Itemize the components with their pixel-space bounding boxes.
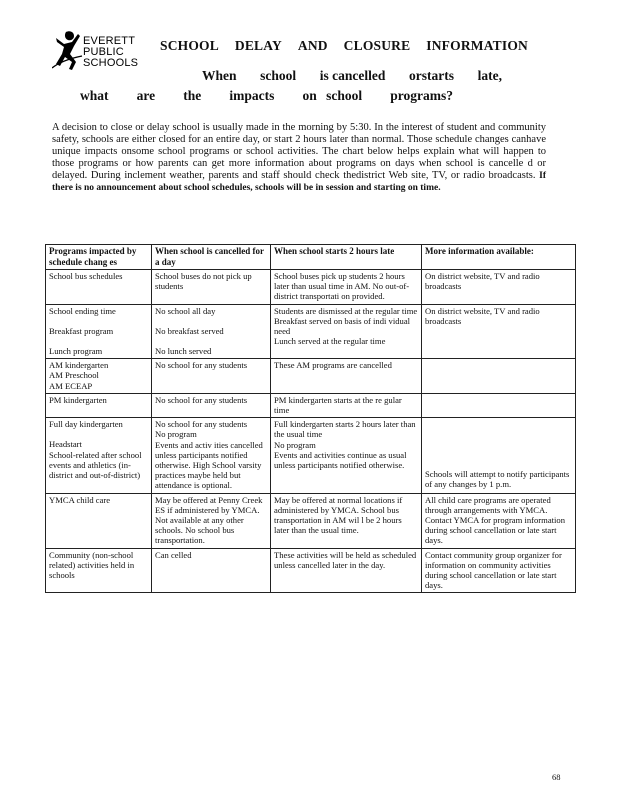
logo-line-2: PUBLIC bbox=[83, 46, 124, 58]
cell-text: No program bbox=[155, 429, 197, 440]
program-cell bbox=[46, 418, 152, 493]
cancelled-cell bbox=[152, 304, 271, 359]
cell-text: PM kindergarten starts at the re gular time bbox=[274, 394, 402, 416]
table-row bbox=[46, 393, 576, 417]
program-cell bbox=[46, 304, 152, 359]
cell-text: These activities will be held as scheduled unless cancelled later in the day. bbox=[274, 549, 417, 570]
header-two-hours-late: When school starts 2 hours late bbox=[271, 245, 422, 270]
subtitle-word: When bbox=[202, 68, 237, 83]
cell-text: Headstart bbox=[49, 439, 82, 450]
cell-text: May be offered at Penny Creek ES if administered by YMCA. Not available at any other schools. No school bus transportation. bbox=[155, 494, 263, 546]
subtitle-word: orstarts bbox=[408, 68, 454, 83]
cell-text: May be offered at normal locations if administered by YMCA. School bus transportation in AM wil l be 2 hours later than the usual time. bbox=[274, 494, 403, 536]
logo-line-1: EVERETT bbox=[83, 35, 136, 47]
cell-text: School ending time bbox=[49, 305, 116, 316]
table-row bbox=[46, 548, 576, 593]
cell-text bbox=[155, 336, 267, 346]
cell-text: Schools will attempt to notify participants of any changes by 1 p.m. bbox=[425, 469, 570, 490]
cell-text: Community (non-school related) activities held in schools bbox=[49, 549, 135, 581]
cancelled-cell bbox=[152, 359, 271, 394]
late-start-cell bbox=[271, 304, 422, 359]
cell-text bbox=[425, 429, 572, 439]
title-word: INFORMATION bbox=[426, 38, 528, 53]
cell-text: Events and activities continue as usual unless participants notified otherwise. bbox=[274, 449, 407, 471]
table-row bbox=[46, 270, 576, 305]
table-header-row bbox=[46, 245, 576, 270]
intro-text: A decision to close or delay school is usually made in the morning by 5:30. In the interest of student and community safety, schools are either closed for an entire day, or start 2 hours later than normal. Those schedule changes canhave unique impacts onsome school programs or school activities. The chart below helps explain what will happen to those programs or how parents can get more information about programs on days when school is cancelle d or delayed. During inclement weather, parents and staff should check thedistrict Web site, TV, or radio broadcasts. bbox=[52, 122, 546, 181]
program-cell bbox=[46, 270, 152, 305]
cell-text: School-related after school events and athletics (in-district and out-of-district) bbox=[49, 449, 142, 481]
late-start-cell bbox=[271, 359, 422, 394]
cell-text: On district website, TV and radio broadcasts bbox=[425, 305, 540, 326]
cell-text: No lunch served bbox=[155, 346, 212, 357]
cell-text: Breakfast served on basis of indi vidual need bbox=[274, 315, 411, 337]
cell-text: School buses do not pick up students bbox=[155, 271, 252, 292]
info-cell bbox=[422, 493, 576, 548]
info-cell bbox=[422, 270, 576, 305]
subtitle-word: is cancelled bbox=[319, 68, 386, 83]
cell-text bbox=[49, 336, 148, 346]
cell-text: AM kindergarten bbox=[49, 360, 109, 371]
cell-text: PM kindergarten bbox=[49, 394, 107, 405]
info-cell bbox=[422, 359, 576, 394]
info-cell bbox=[422, 304, 576, 359]
cell-text: Lunch program bbox=[49, 346, 103, 357]
late-start-cell bbox=[271, 270, 422, 305]
page-number: 68 bbox=[552, 772, 561, 782]
cell-text: No school for any students bbox=[155, 419, 248, 430]
cell-text: Events and activ ities cancelled unless participants notified otherwise. High School varsity practices maybe held but attendance is optional. bbox=[155, 439, 263, 491]
cell-text: School bus schedules bbox=[49, 271, 123, 281]
cell-text: No program bbox=[274, 439, 316, 450]
cell-text: Lunch served at the regular time bbox=[274, 336, 386, 347]
late-start-cell bbox=[271, 418, 422, 493]
cancelled-cell bbox=[152, 393, 271, 417]
cell-text: No school all day bbox=[155, 305, 216, 316]
cell-text: Full day kindergarten bbox=[49, 419, 123, 430]
header-programs: Programs impacted by schedule chang es bbox=[46, 245, 152, 270]
program-cell bbox=[46, 493, 152, 548]
cell-text: These AM programs are cancelled bbox=[274, 360, 392, 371]
cell-text bbox=[49, 316, 148, 326]
cell-text: Can celled bbox=[155, 549, 192, 560]
title-word: AND bbox=[297, 38, 328, 53]
subtitle-line-2: what are the impacts on school programs? bbox=[80, 88, 453, 103]
program-cell bbox=[46, 359, 152, 394]
cell-text bbox=[49, 429, 148, 439]
cell-text: AM ECEAP bbox=[49, 380, 93, 391]
cell-text: All child care programs are operated through arrangements with YMCA. Contact YMCA for program information during school cancellation or late start days. bbox=[425, 494, 566, 546]
cancelled-cell bbox=[152, 493, 271, 548]
cell-text: Contact community group organizer for information on community activities during school cancellation or late start days. bbox=[425, 549, 562, 591]
cell-text bbox=[425, 459, 572, 469]
cell-text: No school for any students bbox=[155, 360, 248, 371]
cell-text: School buses pick up students 2 hours later than usual time in AM. No out-of-district transportati on provided. bbox=[274, 271, 410, 302]
cell-text: No breakfast served bbox=[155, 325, 224, 336]
title-word: SCHOOL bbox=[160, 38, 219, 53]
table-row bbox=[46, 359, 576, 394]
subtitle-line-1 bbox=[202, 68, 502, 84]
logo-line-3: SCHOOLS bbox=[83, 57, 139, 69]
district-logo bbox=[52, 30, 152, 78]
cell-text bbox=[425, 449, 572, 459]
info-cell bbox=[422, 418, 576, 493]
cell-text: Full kindergarten starts 2 hours later than the usual time bbox=[274, 419, 416, 440]
header-more-info: More information available: bbox=[422, 245, 576, 270]
title-word: CLOSURE bbox=[343, 38, 411, 53]
table-row bbox=[46, 304, 576, 359]
cell-text: AM Preschool bbox=[49, 370, 99, 381]
cell-text bbox=[155, 316, 267, 326]
program-cell bbox=[46, 548, 152, 593]
runner-figure-icon bbox=[52, 30, 86, 74]
subtitle-word: school bbox=[260, 68, 297, 83]
program-cell bbox=[46, 393, 152, 417]
late-start-cell bbox=[271, 393, 422, 417]
cell-text bbox=[425, 439, 572, 449]
header-cancelled: When school is cancelled for a day bbox=[152, 245, 271, 270]
cell-text: YMCA child care bbox=[49, 494, 111, 505]
late-start-cell bbox=[271, 493, 422, 548]
cell-text: On district website, TV and radio broadcasts bbox=[425, 271, 540, 292]
intro-emphasis: If there is no announcement about school schedules, schools will be in session and starting on time. bbox=[52, 171, 546, 193]
cancelled-cell bbox=[152, 270, 271, 305]
cell-text bbox=[425, 419, 572, 429]
table-row bbox=[46, 418, 576, 493]
cell-text: No school for any students bbox=[155, 394, 248, 405]
late-start-cell bbox=[271, 548, 422, 593]
page-title bbox=[160, 38, 528, 54]
info-cell bbox=[422, 548, 576, 593]
cell-text: Students are dismissed at the regular time bbox=[274, 305, 418, 316]
schedule-impact-table bbox=[45, 244, 576, 593]
cancelled-cell bbox=[152, 548, 271, 593]
table-body bbox=[46, 270, 576, 593]
subtitle-word: late, bbox=[477, 68, 502, 83]
cell-text: Breakfast program bbox=[49, 325, 114, 336]
cancelled-cell bbox=[152, 418, 271, 493]
title-word: DELAY bbox=[234, 38, 282, 53]
info-cell bbox=[422, 393, 576, 417]
intro-paragraph bbox=[52, 122, 546, 194]
table-row bbox=[46, 493, 576, 548]
